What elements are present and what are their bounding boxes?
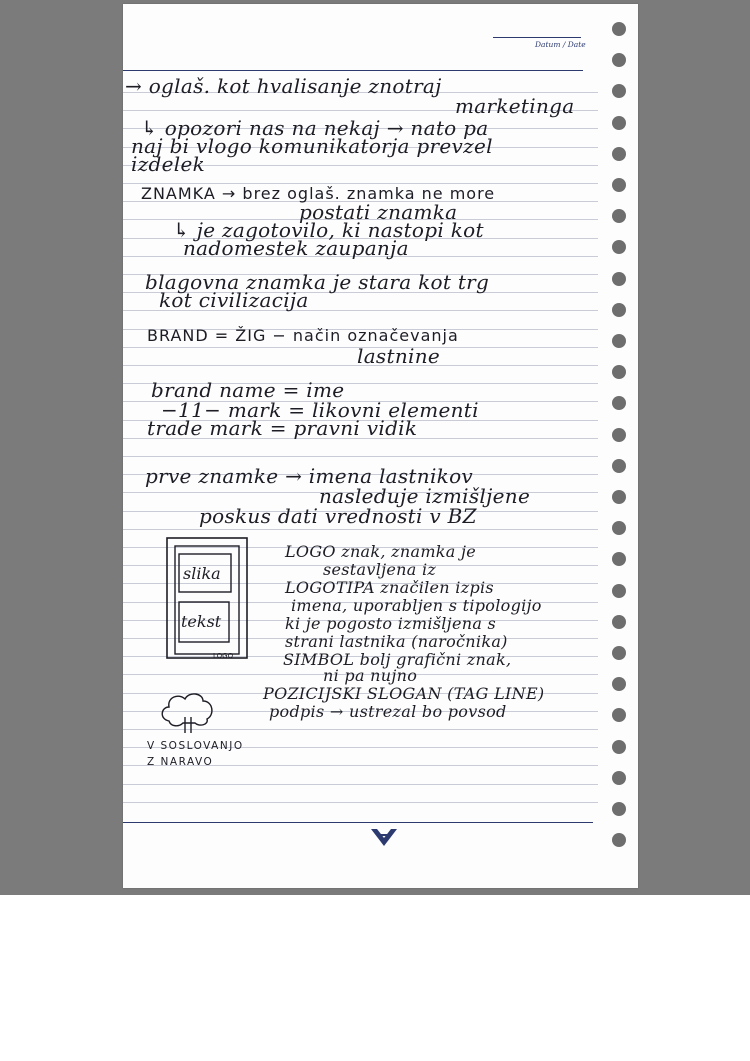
- note-line: ↳ opozori nas na nekaj → nato pa: [141, 116, 489, 140]
- binder-holes: [612, 22, 632, 862]
- note-line: Z NARAVO: [147, 756, 214, 768]
- binder-hole: [612, 552, 626, 566]
- note-line: V SOSLOVANJO: [147, 740, 244, 752]
- tree-sketch-icon: [159, 687, 219, 735]
- ruled-line: [123, 529, 598, 530]
- note-line: ki je pogosto izmišljena s: [285, 614, 497, 633]
- binder-hole: [612, 740, 626, 754]
- binder-hole: [612, 708, 626, 722]
- note-line: −11− mark = likovni elementi: [161, 398, 479, 422]
- diagram-label-tekst: tekst: [181, 612, 222, 631]
- note-line: nadomestek zaupanja: [183, 236, 409, 260]
- binder-hole: [612, 209, 626, 223]
- binder-hole: [612, 521, 626, 535]
- binder-hole: [612, 116, 626, 130]
- note-line: marketinga: [455, 94, 575, 118]
- binder-hole: [612, 802, 626, 816]
- note-line: sestavljena iz: [323, 560, 437, 579]
- note-line: POZICIJSKI SLOGAN (TAG LINE): [263, 684, 545, 703]
- logo-diagram: [163, 532, 253, 668]
- ruled-line: [123, 802, 598, 803]
- header-rule-short: [493, 37, 581, 38]
- note-line: prve znamke → imena lastnikov: [145, 464, 474, 488]
- notebook-sheet: [123, 4, 638, 888]
- note-line: → oglaš. kot hvalisanje znotraj: [125, 74, 442, 98]
- diagram-label-logo: LOGO: [213, 652, 234, 660]
- ruled-line: [123, 456, 598, 457]
- note-line: postati znamka: [299, 200, 458, 224]
- note-line: LOGOTIPA značilen izpis: [285, 578, 494, 597]
- note-line: naj bi vlogo komunikatorja prevzel: [131, 134, 493, 158]
- note-line: lastnine: [357, 344, 441, 368]
- note-line: ni pa nujno: [323, 666, 418, 685]
- note-line: izdelek: [131, 152, 206, 176]
- note-line: podpis → ustrezal bo povsod: [269, 702, 507, 721]
- binder-hole: [612, 147, 626, 161]
- binder-hole: [612, 584, 626, 598]
- note-line: nasleduje izmišljene: [319, 484, 531, 508]
- note-line: strani lastnika (naročnika): [285, 632, 508, 651]
- note-line: blagovna znamka je stara kot trg: [145, 270, 490, 294]
- binder-hole: [612, 334, 626, 348]
- note-line: trade mark = pravni vidik: [147, 416, 418, 440]
- diagram-label-slika: slika: [183, 564, 221, 583]
- binder-hole: [612, 178, 626, 192]
- note-line: brand name = ime: [151, 378, 345, 402]
- note-line: SIMBOL bolj grafični znak,: [283, 650, 512, 669]
- binder-hole: [612, 677, 626, 691]
- binder-hole: [612, 365, 626, 379]
- binder-hole: [612, 303, 626, 317]
- binder-hole: [612, 272, 626, 286]
- note-line: imena, uporabljen s tipologijo: [291, 596, 542, 615]
- note-line: LOGO znak, znamka je: [285, 542, 477, 561]
- header-rule: [123, 70, 583, 71]
- binder-hole: [612, 84, 626, 98]
- ruled-line: [123, 784, 598, 785]
- binder-hole: [612, 459, 626, 473]
- binder-hole: [612, 490, 626, 504]
- note-line: poskus dati vrednosti v BZ: [199, 504, 477, 528]
- binder-hole: [612, 771, 626, 785]
- note-line: BRAND = ŽIG − način označevanja: [147, 326, 459, 345]
- binder-hole: [612, 22, 626, 36]
- note-line: ZNAMKA → brez oglaš. znamka ne more: [141, 184, 496, 203]
- note-line: kot civilizacija: [159, 288, 309, 312]
- binder-hole: [612, 615, 626, 629]
- note-line: ↳ je zagotovilo, ki nastopi kot: [173, 218, 484, 242]
- binder-hole: [612, 833, 626, 847]
- binder-hole: [612, 646, 626, 660]
- footer-rule: [123, 822, 593, 823]
- date-label: Datum / Date: [535, 40, 586, 49]
- binder-hole: [612, 396, 626, 410]
- binder-hole: [612, 240, 626, 254]
- binder-hole: [612, 53, 626, 67]
- binder-hole: [612, 428, 626, 442]
- brand-logo-icon: [369, 826, 399, 848]
